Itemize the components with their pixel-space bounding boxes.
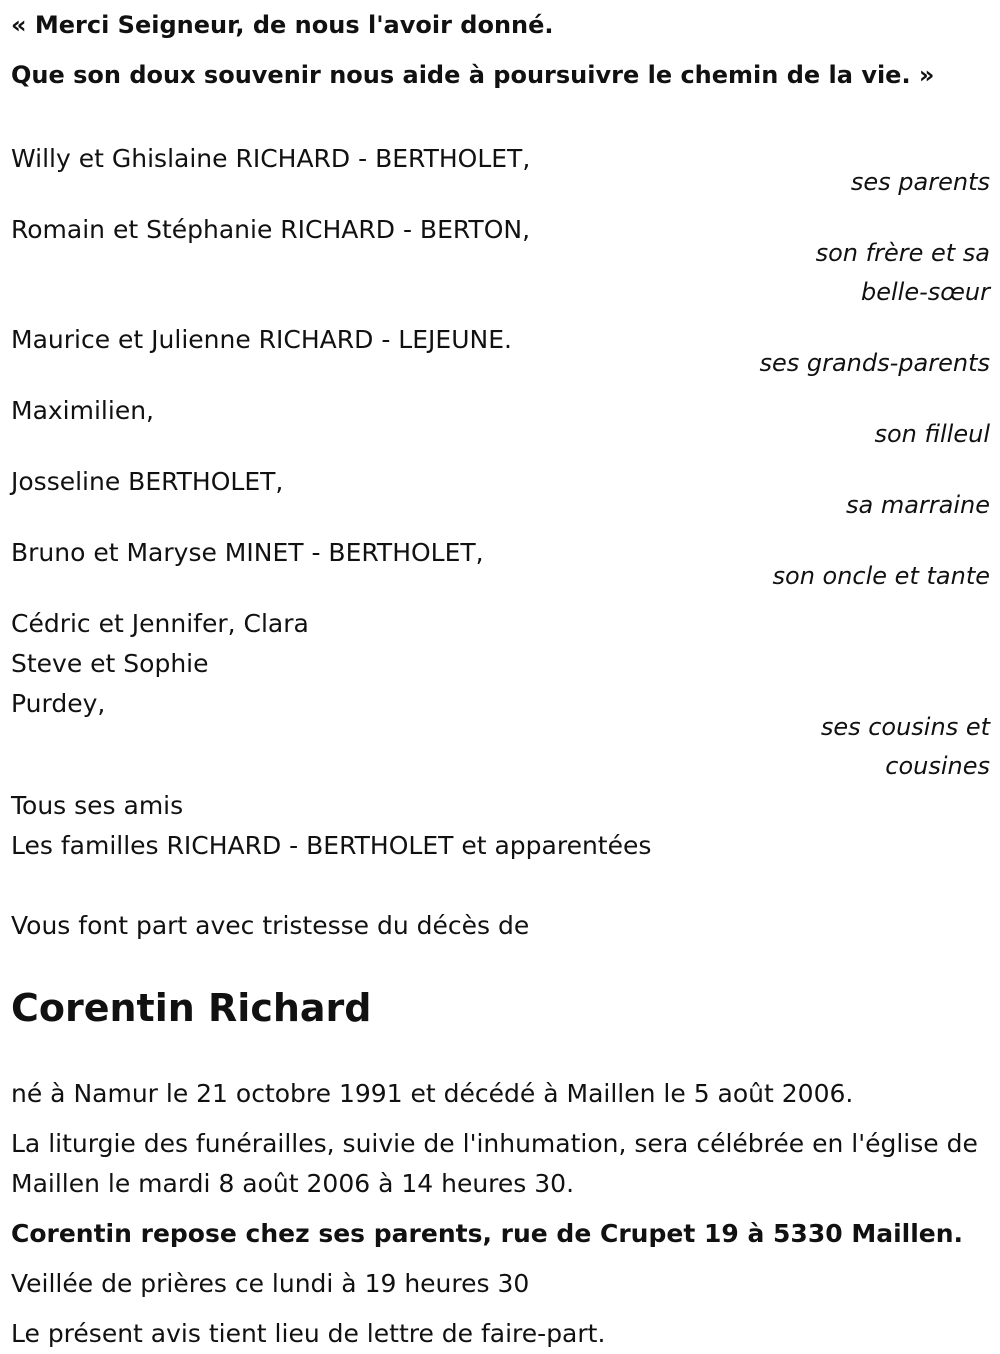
family-name-line: Willy et Ghislaine RICHARD - BERTHOLET, bbox=[11, 144, 531, 173]
families-line: Les familles RICHARD - BERTHOLET et apparentées bbox=[11, 831, 652, 860]
family-entry bbox=[11, 210, 990, 312]
family-name-line: Steve et Sophie bbox=[11, 649, 209, 678]
deceased-name: Corentin Richard bbox=[11, 986, 372, 1030]
family-role-line: belle-sœur bbox=[860, 278, 990, 306]
family-entry bbox=[11, 391, 990, 454]
family-entry bbox=[11, 139, 990, 202]
family-entry bbox=[11, 320, 990, 383]
family-role-line: son filleul bbox=[874, 420, 990, 448]
family-name-line: Cédric et Jennifer, Clara bbox=[11, 609, 309, 638]
family-entry bbox=[11, 533, 990, 596]
family-entry bbox=[11, 462, 990, 525]
family-name-line: Romain et Stéphanie RICHARD - BERTON, bbox=[11, 215, 531, 244]
family-name-line: Purdey, bbox=[11, 689, 106, 718]
family-list bbox=[11, 139, 990, 786]
family-names bbox=[11, 604, 990, 724]
family-name-line: Josseline BERTHOLET, bbox=[11, 467, 284, 496]
funeral-details bbox=[11, 1074, 990, 1354]
family-role-line: sa marraine bbox=[845, 491, 990, 519]
family-role-line: ses cousins et bbox=[820, 713, 990, 741]
family-role bbox=[11, 415, 990, 454]
family-role-line: son oncle et tante bbox=[772, 562, 990, 590]
other-mourners bbox=[11, 786, 990, 866]
friends-line: Tous ses amis bbox=[11, 791, 184, 820]
rests-line: Corentin repose chez ses parents, rue de Crupet 19 à 5330 Maillen. bbox=[11, 1219, 964, 1248]
family-entry bbox=[11, 604, 990, 786]
family-role-line: ses grands-parents bbox=[759, 349, 990, 377]
quote-line-1: « Merci Seigneur, de nous l'avoir donné. bbox=[11, 11, 554, 39]
family-role-line: cousines bbox=[885, 752, 990, 780]
quote-line-2: Que son doux souvenir nous aide à poursuivre le chemin de la vie. » bbox=[11, 61, 935, 89]
notice-line: Le présent avis tient lieu de lettre de faire-part. bbox=[11, 1319, 606, 1348]
family-role-line: son frère et sa bbox=[815, 239, 990, 267]
funeral-line: La liturgie des funérailles, suivie de l'inhumation, sera célébrée en l'église de Maillen le mardi 8 août 2006 à 14 heures 30. bbox=[11, 1129, 978, 1198]
family-name-line: Bruno et Maryse MINET - BERTHOLET, bbox=[11, 538, 484, 567]
announcement: Vous font part avec tristesse du décès de bbox=[11, 911, 530, 940]
vigil-line: Veillée de prières ce lundi à 19 heures 30 bbox=[11, 1269, 530, 1298]
family-name-line: Maurice et Julienne RICHARD - LEJEUNE. bbox=[11, 325, 512, 354]
family-role bbox=[11, 708, 990, 786]
birth-death-line: né à Namur le 21 octobre 1991 et décédé à Maillen le 5 août 2006. bbox=[11, 1079, 854, 1108]
family-name-line: Maximilien, bbox=[11, 396, 154, 425]
family-role-line: ses parents bbox=[850, 168, 990, 196]
